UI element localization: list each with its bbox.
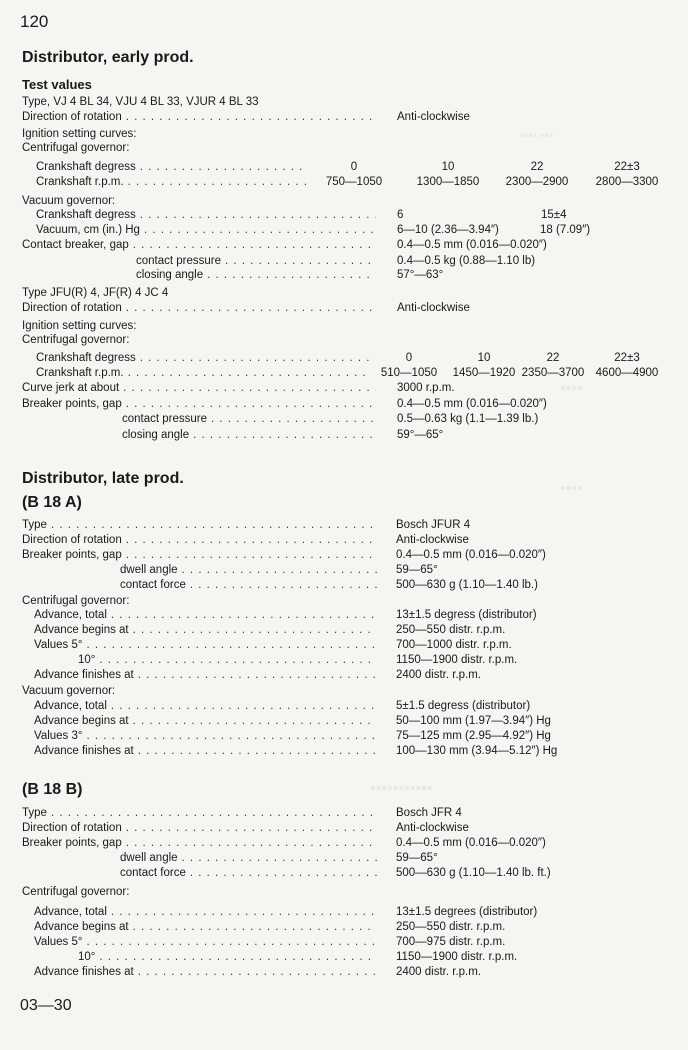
spec-label: Breaker points, gap bbox=[22, 549, 122, 561]
spec-row bbox=[22, 208, 672, 223]
subheading-b18b: (B 18 B) bbox=[22, 781, 83, 798]
spec-row bbox=[22, 238, 672, 253]
spec-value: 0.5—0.63 kg (1.1—1.39 lb.) bbox=[397, 413, 539, 425]
leader-dots bbox=[99, 653, 377, 668]
leader-dots bbox=[87, 935, 378, 950]
spec-label: closing angle bbox=[136, 269, 204, 281]
spec-row bbox=[22, 714, 672, 729]
spec-row bbox=[22, 950, 672, 965]
spec-row bbox=[22, 699, 672, 714]
page-footer: 03—30 bbox=[20, 997, 72, 1014]
spec-value: 1150—1900 distr. r.p.m. bbox=[396, 654, 518, 666]
spec-value: 13±1.5 degrees (distributor) bbox=[396, 906, 538, 918]
spec-label: Advance finishes at bbox=[34, 745, 134, 757]
leader-dots bbox=[225, 254, 376, 269]
table-cell: 2300—2900 bbox=[505, 176, 569, 188]
spec-row bbox=[22, 729, 672, 744]
table-cell: 22±3 bbox=[614, 161, 640, 173]
spec-value: 1150—1900 distr. r.p.m. bbox=[396, 951, 518, 963]
spec-label: Advance, total bbox=[34, 609, 107, 621]
leader-dots bbox=[126, 821, 377, 836]
leader-dots bbox=[126, 301, 376, 316]
spec-row bbox=[22, 684, 672, 699]
leader-dots bbox=[144, 223, 376, 238]
spec-row bbox=[22, 301, 672, 316]
spec-value: 0.4—0.5 mm (0.016—0.020″) bbox=[396, 549, 546, 561]
spec-label: Advance, total bbox=[34, 906, 107, 918]
spec-label: Type bbox=[22, 519, 47, 531]
spec-row bbox=[22, 638, 672, 653]
spec-value: 50—100 mm (1.97—3.94″) Hg bbox=[396, 715, 551, 727]
section-title-early: Distributor, early prod. bbox=[22, 49, 194, 66]
spec-value: 57°—63° bbox=[397, 269, 444, 281]
leader-dots bbox=[51, 806, 377, 821]
leader-dots bbox=[99, 950, 377, 965]
section-label: Centrifugal governor: bbox=[22, 334, 130, 346]
leader-dots bbox=[140, 351, 371, 366]
page-number: 120 bbox=[20, 12, 49, 31]
spec-value: 2400 distr. r.p.m. bbox=[396, 669, 482, 681]
spec-row bbox=[22, 885, 672, 900]
section-title-late: Distributor, late prod. bbox=[22, 470, 184, 487]
spec-row bbox=[22, 821, 672, 836]
spec-row bbox=[22, 175, 672, 190]
spec-label: dwell angle bbox=[120, 852, 178, 864]
spec-value: 59°—65° bbox=[397, 429, 444, 441]
spec-row bbox=[22, 920, 672, 935]
spec-row bbox=[22, 594, 672, 609]
spec-row bbox=[22, 381, 672, 396]
spec-value: 700—1000 distr. r.p.m. bbox=[396, 639, 512, 651]
leader-dots bbox=[190, 866, 377, 881]
leader-dots bbox=[126, 836, 377, 851]
leader-dots bbox=[133, 238, 376, 253]
spec-value: 6 bbox=[397, 209, 404, 221]
leader-dots bbox=[51, 518, 377, 533]
spec-label: Direction of rotation bbox=[22, 822, 122, 834]
spec-row bbox=[22, 851, 672, 866]
leader-dots bbox=[133, 714, 377, 729]
spec-row bbox=[22, 608, 672, 623]
leader-dots bbox=[126, 533, 377, 548]
spec-label: Direction of rotation bbox=[22, 534, 122, 546]
leader-dots bbox=[128, 366, 371, 381]
table-cell: 0 bbox=[405, 352, 413, 364]
spec-label: Centrifugal governor: bbox=[22, 886, 130, 898]
table-cell: 1450—1920 bbox=[452, 367, 516, 379]
spec-label: 10° bbox=[78, 951, 96, 963]
spec-label: Advance finishes at bbox=[34, 966, 134, 978]
spec-label: Crankshaft r.p.m. bbox=[36, 367, 124, 379]
spec-value: 18 (7.09″) bbox=[540, 224, 591, 236]
leader-dots bbox=[111, 699, 377, 714]
spec-value: 6—10 (2.36—3.94″) bbox=[397, 224, 499, 236]
bleed-through-text: ▪▪▪▪ bbox=[560, 380, 583, 397]
spec-row bbox=[22, 223, 672, 238]
spec-row bbox=[22, 668, 672, 683]
spec-value: 500—630 g (1.10—1.40 lb.) bbox=[396, 579, 538, 591]
spec-row bbox=[22, 806, 672, 821]
leader-dots bbox=[138, 668, 377, 683]
section-label: Ignition setting curves: bbox=[22, 320, 137, 332]
leader-dots bbox=[87, 638, 378, 653]
table-cell: 510—1050 bbox=[380, 367, 438, 379]
spec-row bbox=[22, 351, 672, 366]
leader-dots bbox=[87, 729, 378, 744]
table-cell: 22 bbox=[546, 352, 560, 364]
spec-value: 15±4 bbox=[541, 209, 567, 221]
table-cell: 10 bbox=[477, 352, 491, 364]
spec-value: 2400 distr. r.p.m. bbox=[396, 966, 482, 978]
leader-dots bbox=[123, 381, 376, 396]
spec-row bbox=[22, 254, 672, 269]
spec-row bbox=[22, 653, 672, 668]
spec-row bbox=[22, 935, 672, 950]
leader-dots bbox=[138, 965, 377, 980]
spec-label: Crankshaft degress bbox=[36, 161, 136, 173]
spec-label: dwell angle bbox=[120, 564, 178, 576]
leader-dots bbox=[140, 208, 376, 223]
spec-row bbox=[22, 866, 672, 881]
spec-value: 5±1.5 degress (distributor) bbox=[396, 700, 531, 712]
spec-value: 0.4—0.5 mm (0.016—0.020″) bbox=[397, 398, 547, 410]
spec-value: 250—550 distr. r.p.m. bbox=[396, 624, 506, 636]
leader-dots bbox=[182, 563, 377, 578]
spec-row bbox=[22, 412, 672, 427]
spec-value: 700—975 distr. r.p.m. bbox=[396, 936, 506, 948]
spec-value: 0.4—0.5 kg (0.88—1.10 lb) bbox=[397, 255, 536, 267]
subheading-b18a: (B 18 A) bbox=[22, 494, 82, 511]
spec-row bbox=[22, 518, 672, 533]
spec-label: Values 5° bbox=[34, 936, 83, 948]
spec-row bbox=[22, 548, 672, 563]
spec-row bbox=[22, 428, 672, 443]
spec-label: Values 5° bbox=[34, 639, 83, 651]
table-cell: 0 bbox=[350, 161, 358, 173]
spec-label: Advance, total bbox=[34, 700, 107, 712]
spec-row bbox=[22, 160, 672, 175]
subheading-test-values: Test values bbox=[22, 77, 92, 92]
spec-label: contact force bbox=[120, 579, 186, 591]
spec-label: Crankshaft degress bbox=[36, 352, 136, 364]
spec-label: 10° bbox=[78, 654, 96, 666]
spec-row bbox=[22, 744, 672, 759]
spec-value: Bosch JFR 4 bbox=[396, 807, 462, 819]
spec-value: Bosch JFUR 4 bbox=[396, 519, 471, 531]
leader-dots bbox=[182, 851, 377, 866]
spec-label: contact pressure bbox=[136, 255, 222, 267]
spec-label: Breaker points, gap bbox=[22, 837, 122, 849]
leader-dots bbox=[138, 744, 377, 759]
spec-label: contact force bbox=[120, 867, 186, 879]
spec-label: Direction of rotation bbox=[22, 302, 122, 314]
spec-value: 59—65° bbox=[396, 852, 438, 864]
table-cell: 2800—3300 bbox=[595, 176, 659, 188]
spec-value: 0.4—0.5 mm (0.016—0.020″) bbox=[396, 837, 546, 849]
spec-value: 3000 r.p.m. bbox=[397, 382, 455, 394]
leader-dots bbox=[190, 578, 377, 593]
leader-dots bbox=[193, 428, 376, 443]
leader-dots bbox=[111, 905, 377, 920]
leader-dots bbox=[126, 397, 376, 412]
table-cell: 4600—4900 bbox=[595, 367, 659, 379]
section-label: Ignition setting curves: bbox=[22, 128, 137, 140]
spec-label: Advance begins at bbox=[34, 624, 129, 636]
spec-label: Curve jerk at about bbox=[22, 382, 120, 394]
table-cell: 22 bbox=[530, 161, 544, 173]
leader-dots bbox=[128, 175, 306, 190]
leader-dots bbox=[133, 920, 377, 935]
table-cell: 22±3 bbox=[614, 352, 640, 364]
table-cell: 1300—1850 bbox=[416, 176, 480, 188]
type-line: Type, VJ 4 BL 34, VJU 4 BL 33, VJUR 4 BL 33 bbox=[22, 96, 259, 108]
spec-row bbox=[22, 397, 672, 412]
spec-row bbox=[22, 533, 672, 548]
table-cell: 2350—3700 bbox=[521, 367, 585, 379]
spec-label: Advance begins at bbox=[34, 715, 129, 727]
spec-label: Vacuum governor: bbox=[22, 685, 116, 697]
spec-value: Anti-clockwise bbox=[397, 302, 470, 314]
spec-value: 250—550 distr. r.p.m. bbox=[396, 921, 506, 933]
type-line: Type JFU(R) 4, JF(R) 4 JC 4 bbox=[22, 287, 169, 299]
spec-label: Centrifugal governor: bbox=[22, 595, 130, 607]
spec-row bbox=[22, 965, 672, 980]
bleed-through-text: ▪▪▪▪ ▪▪▪ bbox=[520, 128, 554, 142]
bleed-through-text: ▪▪▪▪▪▪▪▪▪▪▪ bbox=[370, 780, 433, 797]
leader-dots bbox=[133, 623, 377, 638]
leader-dots bbox=[140, 160, 306, 175]
spec-label: Type bbox=[22, 807, 47, 819]
leader-dots bbox=[211, 412, 376, 427]
spec-value: Anti-clockwise bbox=[396, 534, 469, 546]
spec-label: Vacuum, cm (in.) Hg bbox=[36, 224, 140, 236]
spec-value: Anti-clockwise bbox=[397, 111, 470, 123]
spec-label: Advance finishes at bbox=[34, 669, 134, 681]
spec-label: Breaker points, gap bbox=[22, 398, 122, 410]
spec-row bbox=[22, 110, 652, 125]
spec-label: Direction of rotation bbox=[22, 111, 122, 123]
spec-row bbox=[22, 905, 672, 920]
spec-row bbox=[22, 563, 672, 578]
spec-value: 13±1.5 degress (distributor) bbox=[396, 609, 537, 621]
spec-row bbox=[22, 366, 672, 381]
spec-label: Crankshaft r.p.m. bbox=[36, 176, 124, 188]
leader-dots bbox=[126, 110, 372, 125]
table-cell: 750—1050 bbox=[325, 176, 383, 188]
spec-label: Contact breaker, gap bbox=[22, 239, 129, 251]
spec-value: 500—630 g (1.10—1.40 lb. ft.) bbox=[396, 867, 551, 879]
spec-row bbox=[22, 836, 672, 851]
section-label: Vacuum governor: bbox=[22, 195, 116, 207]
table-cell: 10 bbox=[441, 161, 455, 173]
spec-label: Advance begins at bbox=[34, 921, 129, 933]
leader-dots bbox=[207, 268, 376, 283]
leader-dots bbox=[126, 548, 377, 563]
spec-value: 100—130 mm (3.94—5.12″) Hg bbox=[396, 745, 558, 757]
bleed-through-text: ▪▪▪▪ bbox=[560, 480, 583, 497]
spec-label: closing angle bbox=[122, 429, 190, 441]
spec-value: Anti-clockwise bbox=[396, 822, 469, 834]
spec-row bbox=[22, 268, 672, 283]
spec-value: 75—125 mm (2.95—4.92″) Hg bbox=[396, 730, 551, 742]
spec-row bbox=[22, 578, 672, 593]
spec-label: Values 3° bbox=[34, 730, 83, 742]
spec-label: Crankshaft degress bbox=[36, 209, 136, 221]
spec-label: contact pressure bbox=[122, 413, 208, 425]
section-label: Centrifugal governor: bbox=[22, 142, 130, 154]
spec-value: 0.4—0.5 mm (0.016—0.020″) bbox=[397, 239, 547, 251]
leader-dots bbox=[111, 608, 377, 623]
spec-row bbox=[22, 623, 672, 638]
spec-value: 59—65° bbox=[396, 564, 438, 576]
